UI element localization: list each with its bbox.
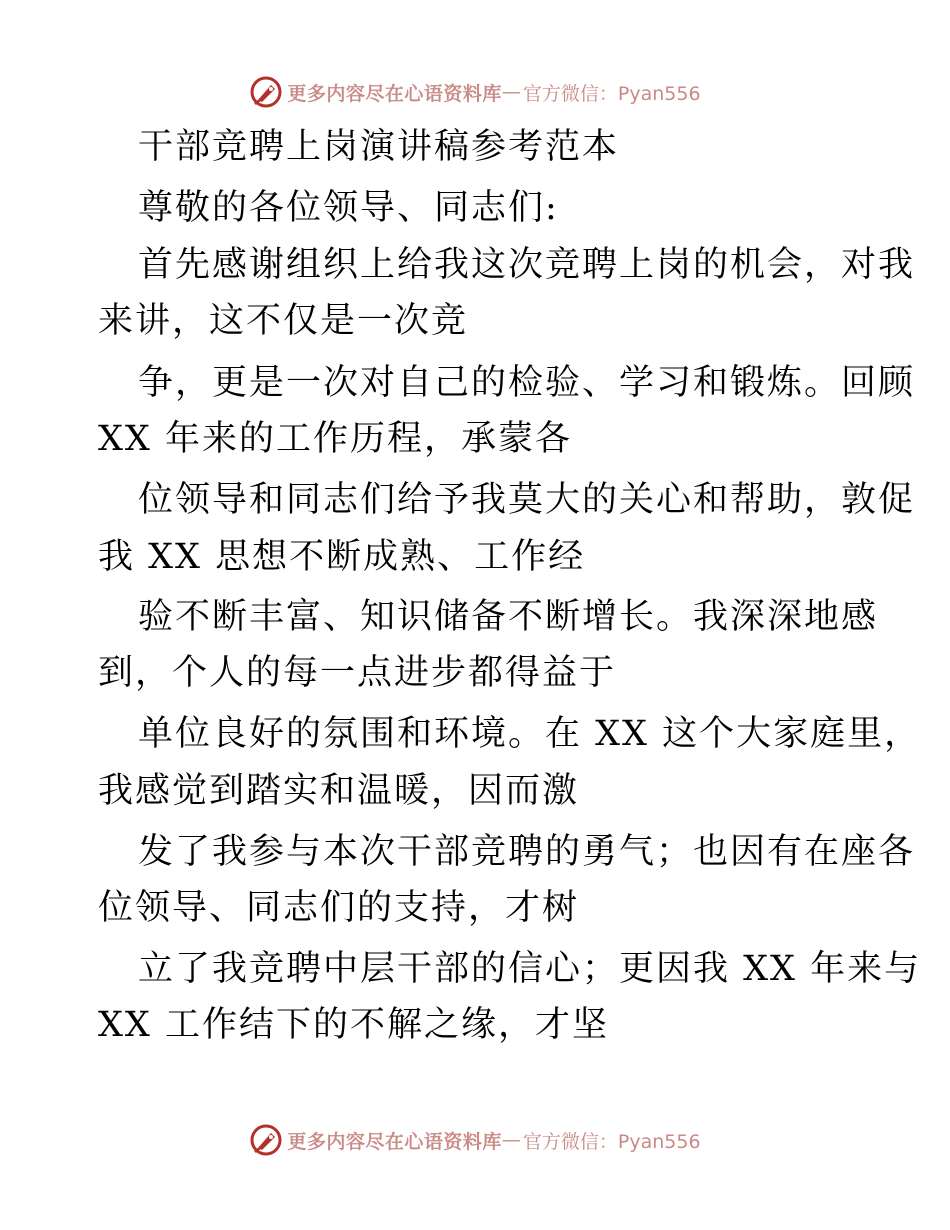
watermark-wechat: 官方微信：Pyan556 [522, 82, 701, 105]
pen-nib-logo-icon [249, 1123, 283, 1157]
paragraph-line: XX 年来的工作历程，承蒙各 [98, 419, 572, 459]
paragraph-line: 位领导和同志们给予我莫大的关心和帮助，敦促 [138, 480, 916, 520]
paragraph-line: 验不断丰富、知识储备不断增长。我深深地感 [138, 597, 879, 637]
watermark-text: 更多内容尽在心语资料库 [287, 82, 502, 105]
watermark-text: 更多内容尽在心语资料库 [287, 1130, 502, 1153]
paragraph-line: 首先感谢组织上给我这次竞聘上岗的机会，对我 [138, 245, 916, 285]
watermark-separator: — [501, 1129, 521, 1151]
watermark-separator: — [501, 81, 521, 103]
paragraph-line: 争，更是一次对自己的检验、学习和锻炼。回顾 [138, 363, 916, 403]
paragraph-line: 来讲，这不仅是一次竞 [98, 301, 469, 341]
paragraph-line: XX 工作结下的不解之缘，才坚 [98, 1005, 609, 1045]
watermark-wechat: 官方微信：Pyan556 [522, 1130, 701, 1153]
pen-nib-logo-icon [249, 75, 283, 109]
header-watermark [0, 72, 950, 112]
document-title: 干部竞聘上岗演讲稿参考范本 [138, 127, 620, 167]
paragraph-line: 位领导、同志们的支持，才树 [98, 888, 580, 928]
paragraph-line: 发了我参与本次干部竞聘的勇气；也因有在座各 [138, 832, 916, 872]
paragraph-line: 我感觉到踏实和温暖，因而激 [98, 771, 580, 811]
paragraph-line: 立了我竞聘中层干部的信心；更因我 XX 年来与 [138, 949, 922, 989]
footer-watermark [0, 1120, 950, 1160]
paragraph-line: 我 XX 思想不断成熟、工作经 [98, 537, 586, 577]
paragraph-line: 到，个人的每一点进步都得益于 [98, 653, 617, 693]
paragraph-line: 单位良好的氛围和环境。在 XX 这个大家庭里， [138, 714, 922, 754]
salutation: 尊敬的各位领导、同志们: [138, 188, 559, 228]
